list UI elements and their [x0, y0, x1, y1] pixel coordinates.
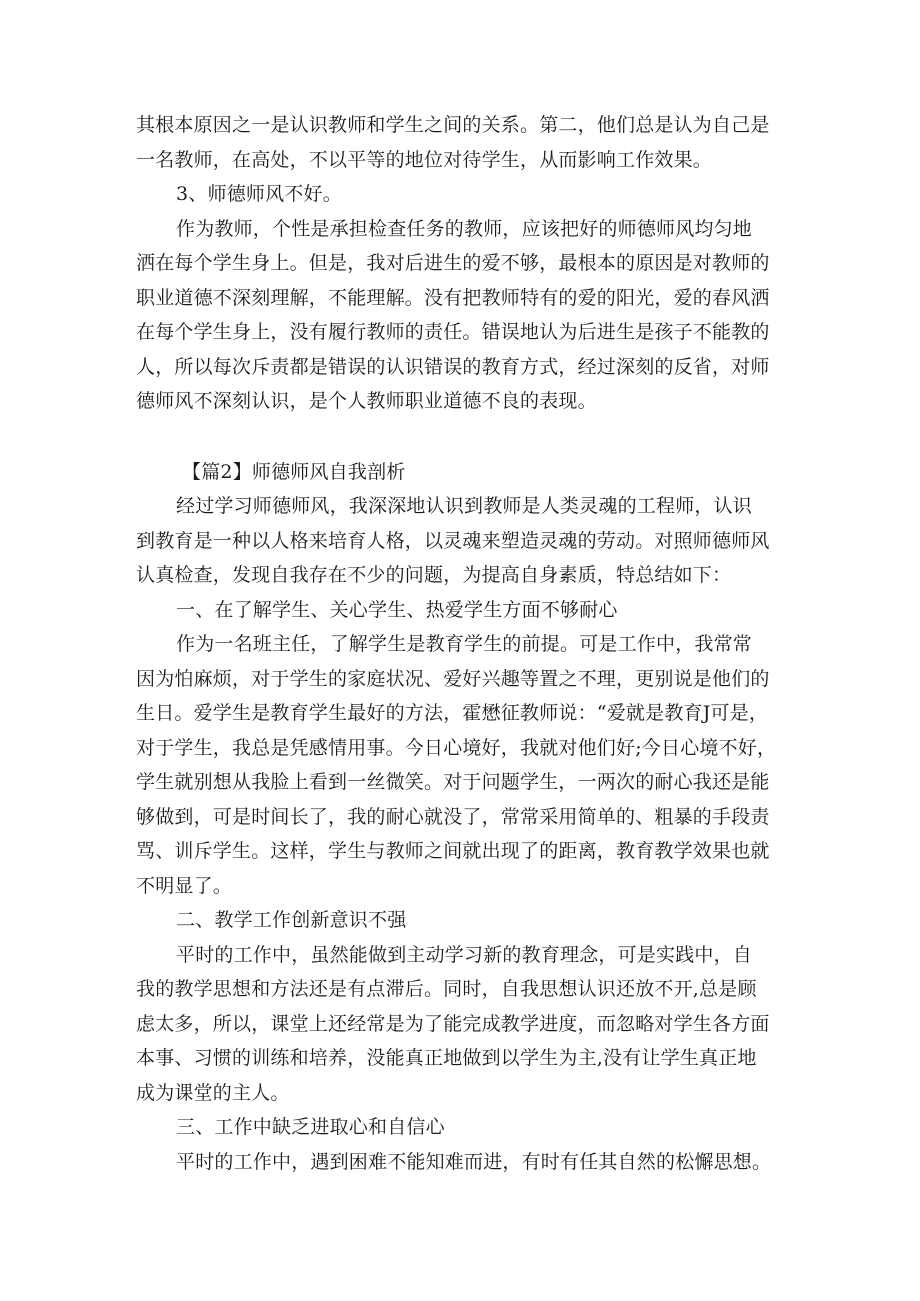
paragraph-line: 对于学生，我总是凭感情用事。今日心境好，我就对他们好;今日心境不好， [136, 736, 777, 759]
paragraph-line: 因为怕麻烦，对于学生的家庭状况、爱好兴趣等置之不理，更别说是他们的 [136, 667, 770, 690]
paragraph-line: 够做到，可是时间长了，我的耐心就没了，常常采用简单的、粗暴的手段责 [136, 805, 770, 828]
paragraph-line: 成为课堂的主人。 [136, 1081, 290, 1104]
paragraph-line: 德师风不深刻认识，是个人教师职业道德不良的表现。 [136, 390, 597, 412]
paragraph-line: 职业道德不深刻理解，不能理解。没有把教师特有的爱的阳光，爱的春风洒 [136, 286, 770, 309]
paragraph-line: 平时的工作中，虽然能做到主动学习新的教育理念，可是实践中，自 [176, 943, 753, 966]
paragraph-line: 骂、训斥学生。这样，学生与教师之间就出现了的距离，教育教学效果也就 [136, 840, 770, 862]
section-heading: 二、教学工作创新意识不强 [176, 909, 407, 931]
paragraph-line: 我的教学思想和方法还是有点滞后。同时，自我思想认识还放不开,总是顾 [136, 978, 757, 1000]
paragraph-line: 洒在每个学生身上。但是，我对后进生的爱不够，最根本的原因是对教师的 [136, 252, 770, 274]
section-heading: 3、师德师风不好。 [176, 183, 342, 205]
paragraph-line: 其根本原因之一是认识教师和学生之间的关系。第二，他们总是认为自己是 [136, 114, 770, 136]
paragraph-line: 作为一名班主任，了解学生是教育学生的前提。可是工作中，我常常 [176, 633, 753, 655]
section-heading: 一、在了解学生、关心学生、热爱学生方面不够耐心 [176, 598, 618, 621]
paragraph-line: 人，所以每次斥责都是错误的认识错误的教育方式，经过深刻的反省，对师 [136, 355, 770, 378]
paragraph-line: 平时的工作中，遇到困难不能知难而进，有时有任其自然的松懈思想。 [176, 1150, 772, 1173]
section-heading: 三、工作中缺乏进取心和自信心 [176, 1116, 445, 1138]
paragraph-line: 作为教师，个性是承担检查任务的教师，应该把好的师德师风均匀地 [176, 217, 753, 240]
paragraph-line: 本事、习惯的训练和培养，没能真正地做到以学生为主,没有让学生真正地 [136, 1047, 757, 1069]
article-title: 【篇2】师德师风自我剖析 [182, 460, 406, 483]
paragraph-line: 经过学习师德师风，我深深地认识到教师是人类灵魂的工程师，认识 [176, 495, 753, 517]
paragraph-line: 虑太多，所以，课堂上还经常是为了能完成教学进度，而忽略对学生各方面 [136, 1012, 770, 1035]
paragraph-line: 不明显了。 [136, 874, 233, 897]
paragraph-line: 一名教师，在高处，不以平等的地位对待学生，从而影响工作效果。 [136, 148, 713, 171]
paragraph-line: 到教育是一种以人格来培育人格，以灵魂来塑造灵魂的劳动。对照师德师风 [136, 529, 770, 552]
paragraph-line: 认真检查，发现自我存在不少的问题，为提高自身素质，特总结如下： [136, 564, 732, 586]
paragraph-line: 学生就别想从我脸上看到一丝微笑。对于问题学生，一两次的耐心我还是能 [136, 771, 770, 793]
paragraph-spacer [136, 419, 796, 455]
paragraph-line: 生日。爱学生是教育学生最好的方法，霍懋征教师说：“爱就是教育J可是， [136, 702, 769, 724]
document-page [136, 108, 796, 1179]
paragraph-line: 在每个学生身上，没有履行教师的责任。错误地认为后进生是孩子不能教的 [136, 321, 770, 343]
